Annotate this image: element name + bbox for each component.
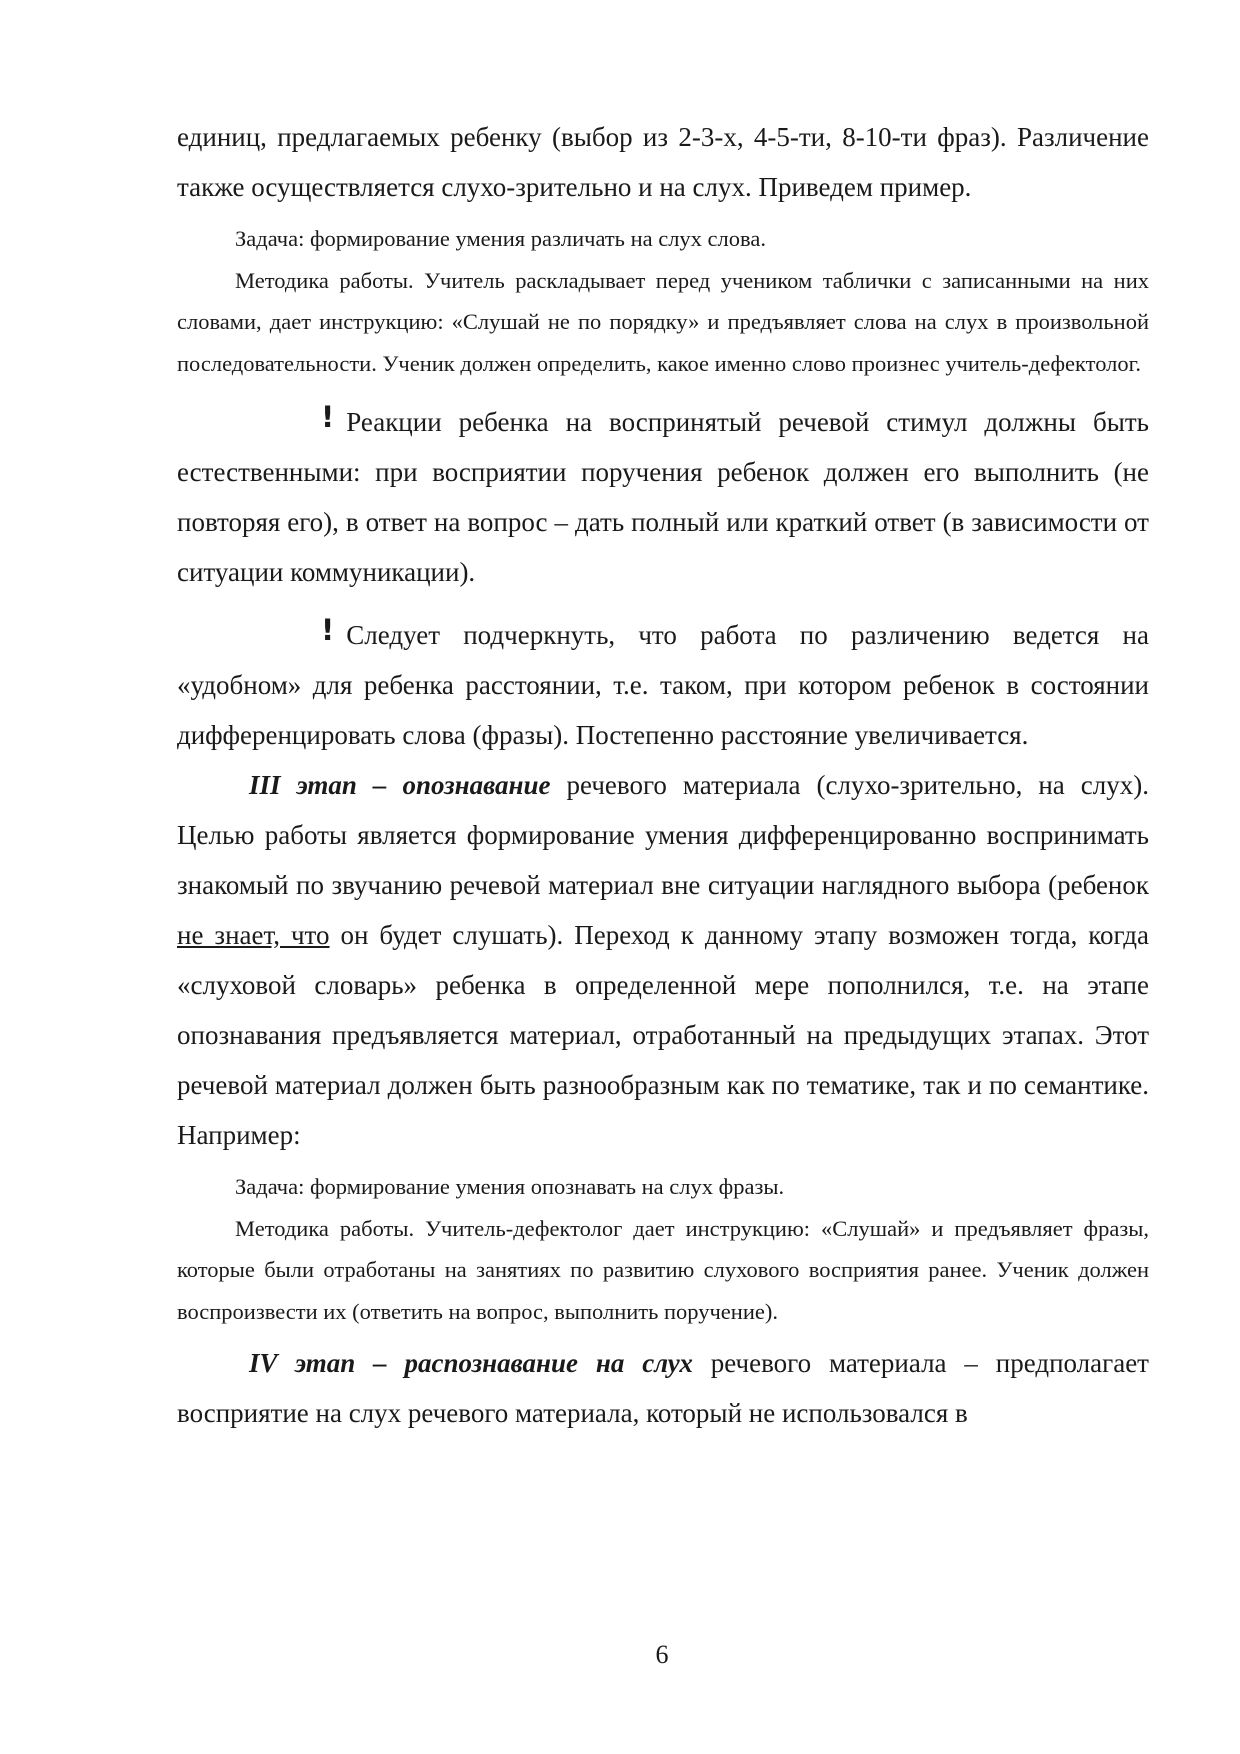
task-paragraph-2: Задача: формирование умения опознавать на слух фразы. (235, 1174, 785, 1199)
note-paragraph-2 (177, 609, 1149, 760)
stage-3-paragraph (177, 760, 1149, 1160)
page-number: 6 (655, 1640, 669, 1669)
method-paragraph-2: Методика работы. Учитель-дефектолог дает инструкцию: «Слушай» и предъявляет фразы, которые были отработаны на занятиях по развитию слухового восприятия ранее. Ученик должен воспроизвести их (ответить на вопрос, выполнить поручение). (177, 1215, 1149, 1324)
stage-3-text-b: он будет слушать). Переход к данному этапу возможен тогда, когда «слуховой словарь» ребенка в определенной мере пополнился, т.е. на этапе опознавания предъявляется материал, отработанный на предыдущих этапах. Этот речевой материал должен быть разнообразным как по тематике, так и по семантике. Например: (177, 920, 1149, 1150)
stage-4-title: IV этап – распознавание на слух (249, 1348, 693, 1378)
exclamation-icon: ! (321, 400, 335, 434)
stage-3-underlined: не знает, что (177, 920, 330, 950)
task-paragraph-1: Задача: формирование умения различать на слух слова. (235, 226, 766, 251)
stage-4-paragraph (177, 1338, 1149, 1438)
note-text-2: Следует подчеркнуть, что работа по различению ведется на «удобном» для ребенка расстоянии, т.е. таком, при котором ребенок в состоянии дифференцировать слова (фразы). Постепенно расстояние увеличивается. (177, 620, 1149, 750)
exclamation-icon: ! (321, 613, 335, 647)
stage-3-text-a: речевого материала (слухо-зрительно, на слух). Целью работы является формирование умения дифференцированно воспринимать знакомый по звучанию речевой материал вне ситуации наглядного выбора (ребенок (177, 770, 1149, 900)
paragraph-intro: единиц, предлагаемых ребенку (выбор из 2-3-х, 4-5-ти, 8-10-ти фраз). Различение также осуществляется слухо-зрительно и на слух. Приведем пример. (177, 122, 1149, 202)
method-paragraph-1: Методика работы. Учитель раскладывает перед учеником таблички с записанными на них словами, дает инструкцию: «Слушай не по порядку» и предъявляет слова на слух в произвольной последовательности. Ученик должен определить, какое именно слово произнес учитель-дефектолог. (177, 267, 1149, 376)
note-text-1: Реакции ребенка на воспринятый речевой стимул должны быть естественными: при восприятии поручения ребенок должен его выполнить (не повторяя его), в ответ на вопрос – дать полный или краткий ответ (в зависимости от ситуации коммуникации). (177, 407, 1149, 587)
note-paragraph-1 (177, 396, 1149, 597)
stage-4-text: речевого материала – предполагает восприятие на слух речевого материала, который не использовался в (177, 1348, 1149, 1428)
stage-3-title: III этап – опознавание (249, 770, 551, 800)
page-body (177, 112, 1149, 1438)
